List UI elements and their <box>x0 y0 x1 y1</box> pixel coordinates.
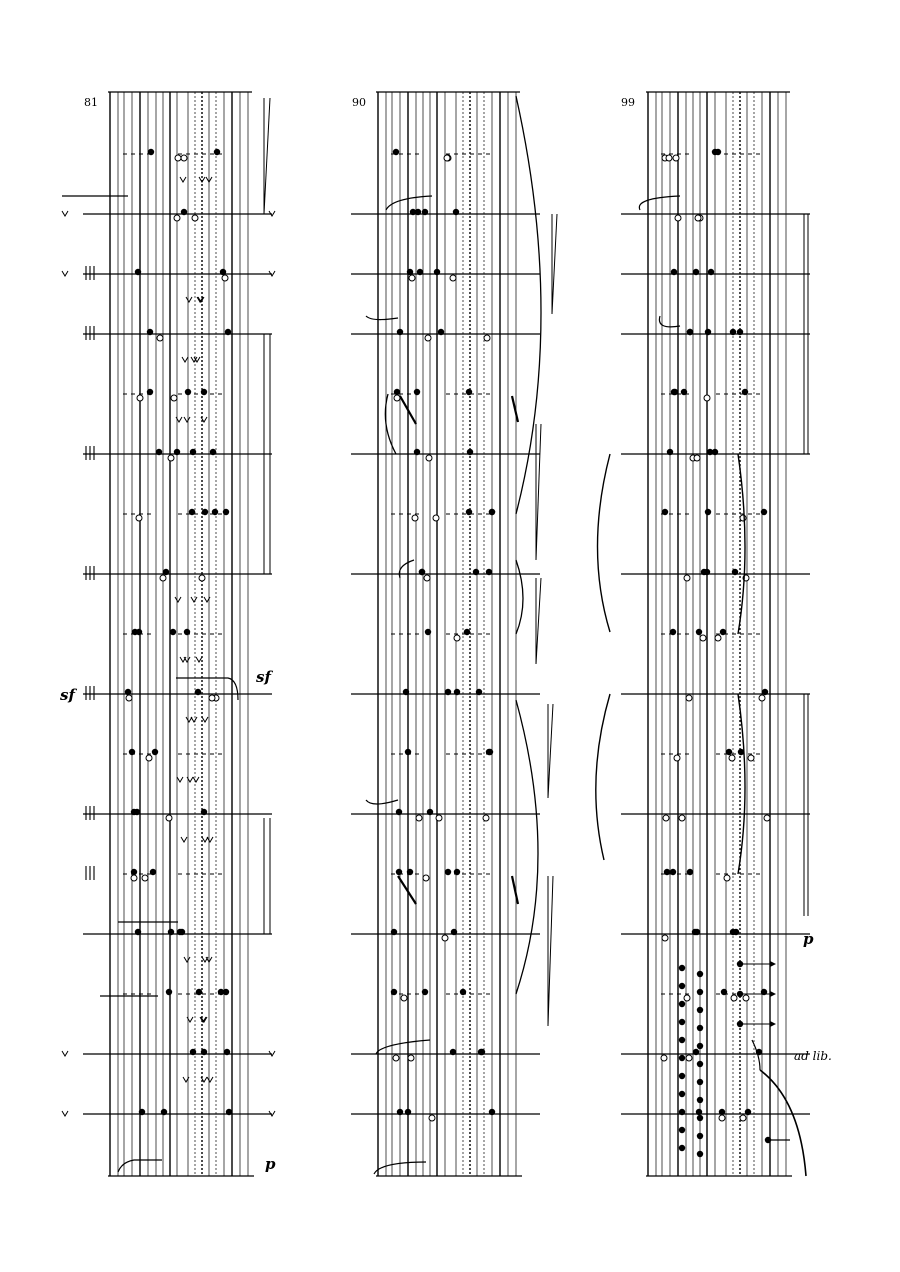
phrase-bracket <box>516 96 541 514</box>
open-note <box>686 695 692 701</box>
filled-note <box>152 749 158 755</box>
phrase-bracket <box>598 454 611 632</box>
filled-note <box>693 269 699 275</box>
filled-note <box>445 869 451 875</box>
breath-tick <box>196 657 202 662</box>
open-note <box>748 755 754 761</box>
filled-note <box>407 869 413 875</box>
open-note <box>192 215 198 221</box>
slur <box>639 196 680 210</box>
measure-number-99: 99 <box>621 96 635 109</box>
open-note <box>160 575 166 581</box>
filled-note <box>670 869 676 875</box>
grace-dot <box>679 1055 685 1061</box>
filled-note <box>397 1109 403 1115</box>
open-note <box>393 1055 399 1061</box>
open-note <box>662 935 668 941</box>
grace-dot <box>697 1151 703 1157</box>
filled-note <box>693 1049 699 1055</box>
slur <box>386 196 432 210</box>
phrase-bracket <box>738 694 745 874</box>
filled-note <box>393 149 399 155</box>
filled-note <box>419 569 425 575</box>
filled-note <box>687 329 693 335</box>
stem-thick <box>512 876 518 904</box>
filled-note <box>394 389 400 395</box>
filled-note <box>705 329 711 335</box>
filled-note <box>694 929 700 935</box>
breath-tick <box>184 417 190 422</box>
phrase-bracket <box>516 560 523 634</box>
dynamic-p-system3: p <box>803 930 814 948</box>
filled-note <box>135 269 141 275</box>
filled-note <box>190 1049 196 1055</box>
filled-note <box>479 1049 485 1055</box>
filled-note <box>190 449 196 455</box>
filled-note <box>196 989 202 995</box>
open-note <box>157 335 163 341</box>
filled-note <box>427 809 433 815</box>
filled-note <box>422 209 428 215</box>
slur <box>385 394 396 454</box>
open-note <box>146 755 152 761</box>
open-note <box>444 155 450 161</box>
grace-dot <box>697 1043 703 1049</box>
filled-note <box>177 929 183 935</box>
filled-note <box>726 749 732 755</box>
filled-note <box>168 929 174 935</box>
filled-note <box>415 209 421 215</box>
filled-note <box>464 629 470 635</box>
filled-note <box>405 1109 411 1115</box>
filled-note <box>397 329 403 335</box>
filled-note <box>765 1137 771 1143</box>
filled-note <box>147 389 153 395</box>
breath-tick <box>182 357 188 362</box>
open-note <box>181 155 187 161</box>
filled-note <box>174 449 180 455</box>
slur <box>366 800 398 804</box>
filled-note <box>422 989 428 995</box>
filled-note <box>214 149 220 155</box>
phrase-bracket <box>596 694 610 860</box>
open-note <box>423 875 429 881</box>
filled-note <box>761 509 767 515</box>
fade-curve <box>760 1070 806 1176</box>
breath-tick <box>191 597 197 602</box>
open-note <box>666 155 672 161</box>
slur <box>176 678 238 700</box>
breath-tick <box>62 1111 68 1116</box>
filled-note <box>434 269 440 275</box>
filled-note <box>220 269 226 275</box>
breath-tick <box>186 297 192 302</box>
open-note <box>401 995 407 1001</box>
grace-dot <box>679 1001 685 1007</box>
filled-note <box>181 209 187 215</box>
open-note <box>424 575 430 581</box>
filled-note <box>414 449 420 455</box>
filled-note <box>489 1109 495 1115</box>
arrowhead <box>770 1021 776 1027</box>
filled-note <box>473 569 479 575</box>
filled-note <box>454 869 460 875</box>
filled-note <box>466 509 472 515</box>
open-note <box>142 875 148 881</box>
grace-dot <box>679 983 685 989</box>
filled-note <box>671 269 677 275</box>
open-note <box>209 695 215 701</box>
filled-note <box>150 869 156 875</box>
filled-note <box>704 569 710 575</box>
open-note <box>416 815 422 821</box>
open-note <box>442 935 448 941</box>
hairpin <box>536 578 541 664</box>
open-note <box>700 635 706 641</box>
filled-note <box>730 929 736 935</box>
grace-dot <box>679 1037 685 1043</box>
breath-tick <box>186 717 192 722</box>
open-note <box>433 515 439 521</box>
filled-note <box>202 509 208 515</box>
open-note <box>174 215 180 221</box>
filled-note <box>487 749 493 755</box>
crescendo-hairpin <box>264 98 270 214</box>
grace-dot <box>679 1091 685 1097</box>
open-note <box>686 1055 692 1061</box>
open-note <box>740 1115 746 1121</box>
filled-note <box>696 1109 702 1115</box>
hairpin <box>548 704 553 798</box>
open-note <box>673 155 679 161</box>
filled-note <box>687 869 693 875</box>
filled-note <box>396 809 402 815</box>
filled-note <box>466 389 472 395</box>
filled-note <box>476 689 482 695</box>
filled-note <box>414 389 420 395</box>
slur <box>376 1040 430 1054</box>
open-note <box>684 575 690 581</box>
open-note <box>426 455 432 461</box>
filled-note <box>742 389 748 395</box>
open-note <box>175 155 181 161</box>
filled-note <box>721 989 727 995</box>
filled-note <box>148 149 154 155</box>
filled-note <box>396 869 402 875</box>
open-note <box>168 455 174 461</box>
filled-note <box>451 929 457 935</box>
filled-note <box>225 329 231 335</box>
filled-note <box>730 329 736 335</box>
filled-note <box>453 209 459 215</box>
filled-note <box>163 569 169 575</box>
open-note <box>171 395 177 401</box>
filled-note <box>670 629 676 635</box>
open-note <box>684 995 690 1001</box>
open-note <box>137 395 143 401</box>
open-note <box>729 755 735 761</box>
breath-tick <box>177 777 183 782</box>
grace-dot <box>697 1097 703 1103</box>
breath-tick <box>181 837 187 842</box>
filled-note <box>184 629 190 635</box>
filled-note <box>407 269 413 275</box>
grace-dot <box>697 1025 703 1031</box>
filled-note <box>486 569 492 575</box>
filled-note <box>131 869 137 875</box>
filled-note <box>210 449 216 455</box>
breath-tick <box>180 177 186 182</box>
filled-note <box>166 989 172 995</box>
open-note <box>695 215 701 221</box>
arrowhead <box>770 991 776 997</box>
open-note <box>450 275 456 281</box>
filled-note <box>425 629 431 635</box>
filled-note <box>391 989 397 995</box>
filled-note <box>720 629 726 635</box>
ad-lib-marking: ad lib. <box>794 1049 832 1063</box>
hairpin <box>536 424 541 560</box>
dynamic-sf-right: sf <box>256 668 271 686</box>
filled-note <box>489 509 495 515</box>
open-note <box>166 815 172 821</box>
open-note <box>724 875 730 881</box>
stem-thick <box>398 876 416 904</box>
grace-dot <box>697 971 703 977</box>
breath-tick <box>184 957 190 962</box>
slur <box>399 560 414 578</box>
open-note <box>394 395 400 401</box>
open-note <box>694 455 700 461</box>
filled-note <box>218 989 224 995</box>
filled-note <box>170 629 176 635</box>
filled-note <box>201 809 207 815</box>
filled-note <box>762 689 768 695</box>
filled-note <box>664 869 670 875</box>
breath-tick <box>62 1051 68 1056</box>
grace-dot <box>697 1115 703 1121</box>
breath-tick <box>175 597 181 602</box>
breath-tick <box>62 271 68 276</box>
open-note <box>408 1055 414 1061</box>
open-note <box>715 635 721 641</box>
filled-note <box>161 1109 167 1115</box>
filled-note <box>125 689 131 695</box>
filled-note <box>201 389 207 395</box>
dynamic-sf-left: sf <box>60 686 75 704</box>
open-note <box>663 815 669 821</box>
filled-note <box>129 749 135 755</box>
breath-tick <box>207 837 213 842</box>
open-note <box>674 755 680 761</box>
filled-note <box>201 1049 207 1055</box>
open-note <box>126 695 132 701</box>
filled-note <box>745 1109 751 1115</box>
open-note <box>484 335 490 341</box>
grace-dot <box>679 965 685 971</box>
filled-note <box>467 449 473 455</box>
breath-tick <box>207 1077 213 1082</box>
filled-note <box>139 1109 145 1115</box>
filled-note <box>189 509 195 515</box>
filled-note <box>705 509 711 515</box>
open-note <box>661 1055 667 1061</box>
filled-note <box>136 629 142 635</box>
grace-dot <box>679 1109 685 1115</box>
breath-tick <box>202 717 208 722</box>
filled-note <box>212 509 218 515</box>
filled-note <box>737 329 743 335</box>
filled-note <box>226 1109 232 1115</box>
open-note <box>704 395 710 401</box>
filled-note <box>438 329 444 335</box>
slur <box>366 316 398 320</box>
open-note <box>425 335 431 341</box>
open-note <box>131 875 137 881</box>
filled-note <box>662 509 668 515</box>
dynamic-p-system1: p <box>265 1155 276 1173</box>
filled-note <box>417 269 423 275</box>
grace-dot <box>679 1127 685 1133</box>
filled-note <box>391 929 397 935</box>
phrase-bracket <box>516 700 538 994</box>
open-note <box>675 215 681 221</box>
measure-number-81: 81 <box>84 96 98 109</box>
grace-dot <box>679 1073 685 1079</box>
open-note <box>409 275 415 281</box>
filled-note <box>667 449 673 455</box>
filled-note <box>135 929 141 935</box>
filled-note <box>224 1049 230 1055</box>
open-note <box>743 995 749 1001</box>
filled-note <box>732 569 738 575</box>
hairpin <box>552 214 557 314</box>
open-note <box>429 1115 435 1121</box>
filled-note <box>671 389 677 395</box>
open-note <box>412 515 418 521</box>
open-note <box>436 815 442 821</box>
open-note <box>764 815 770 821</box>
filled-note <box>147 329 153 335</box>
open-note <box>719 1115 725 1121</box>
open-note <box>759 695 765 701</box>
filled-note <box>450 1049 456 1055</box>
hairpin <box>548 876 553 1026</box>
filled-note <box>460 989 466 995</box>
arrowhead <box>770 961 776 967</box>
grace-dot <box>697 1007 703 1013</box>
open-note <box>483 815 489 821</box>
filled-note <box>715 149 721 155</box>
filled-note <box>195 689 201 695</box>
grace-dot <box>679 1019 685 1025</box>
stem-thick <box>512 396 518 422</box>
grace-dot <box>697 1061 703 1067</box>
filled-note <box>696 629 702 635</box>
filled-note <box>454 689 460 695</box>
grace-dot <box>679 1145 685 1151</box>
breath-tick <box>193 777 199 782</box>
grace-dot <box>697 1133 703 1139</box>
filled-note <box>719 1109 725 1115</box>
filled-note <box>403 689 409 695</box>
open-note <box>679 815 685 821</box>
open-note <box>454 635 460 641</box>
measure-number-90: 90 <box>352 96 366 109</box>
filled-note <box>708 269 714 275</box>
filled-note <box>134 809 140 815</box>
open-note <box>136 515 142 521</box>
filled-note <box>405 749 411 755</box>
phrase-bracket <box>738 454 745 634</box>
open-note <box>740 515 746 521</box>
filled-note <box>185 389 191 395</box>
breath-tick <box>62 211 68 216</box>
open-note <box>222 275 228 281</box>
grace-dot <box>697 1079 703 1085</box>
grace-dot <box>697 989 703 995</box>
open-note <box>731 995 737 1001</box>
filled-note <box>445 689 451 695</box>
filled-note <box>223 509 229 515</box>
open-note <box>199 575 205 581</box>
filled-note <box>712 449 718 455</box>
filled-note <box>681 389 687 395</box>
filled-note <box>156 449 162 455</box>
